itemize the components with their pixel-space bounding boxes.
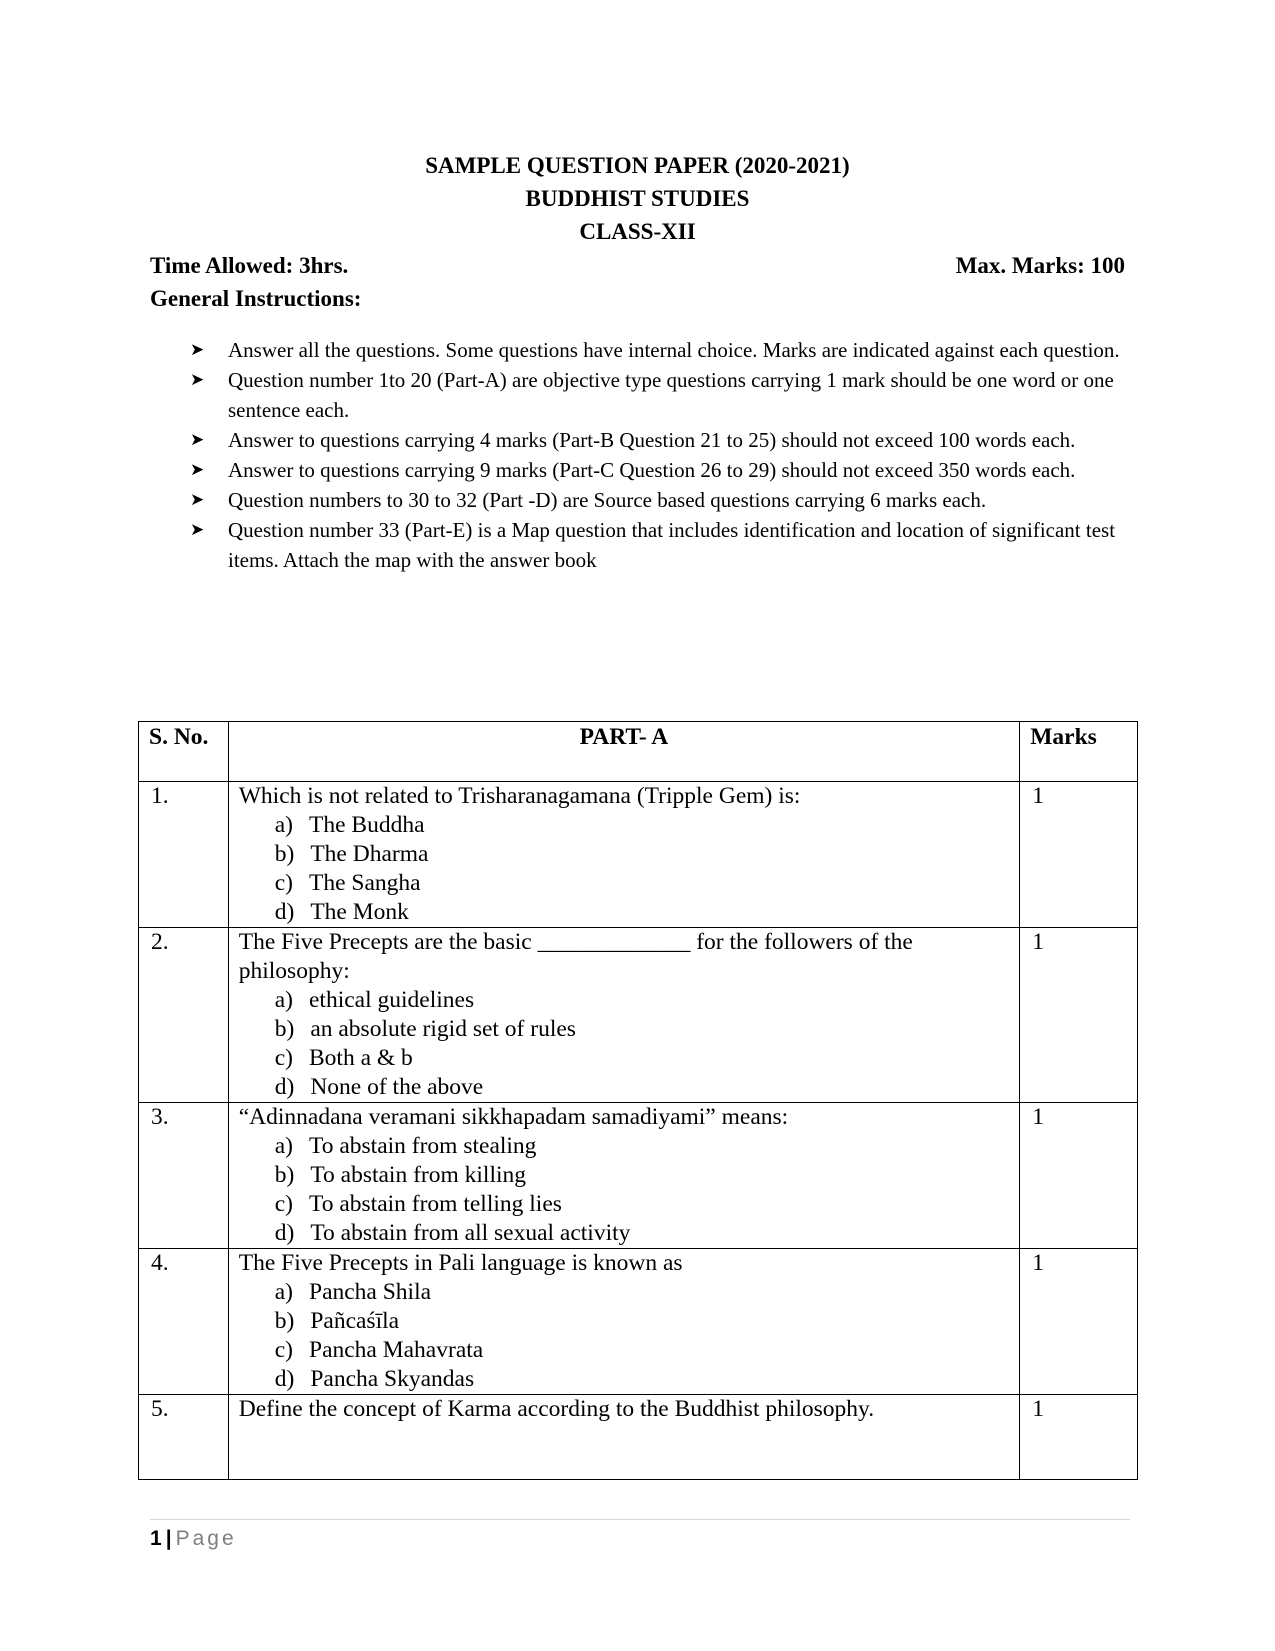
paper-subject: BUDDHIST STUDIES (525, 186, 750, 211)
question-text: Define the concept of Karma according to the Buddhist philosophy. (238, 1396, 875, 1422)
general-instructions-heading: General Instructions: (150, 286, 362, 311)
question-marks: 1 (1020, 782, 1138, 928)
option-item: b) The Dharma (274, 841, 429, 867)
question-text: The Five Precepts in Pali language is known as (238, 1250, 683, 1276)
question-marks: 1 (1020, 1103, 1138, 1249)
question-number: 3. (139, 1103, 229, 1249)
option-item: d) To abstain from all sexual activity (274, 1220, 631, 1246)
header-sno: S. No. (139, 722, 229, 782)
footer-separator: | (165, 1527, 172, 1550)
paper-class: CLASS-XII (579, 219, 696, 244)
question-text: Which is not related to Trisharanagamana (Tripple Gem) is: (238, 783, 801, 809)
option-item: b) an absolute rigid set of rules (274, 1016, 576, 1042)
question-number: 5. (139, 1395, 229, 1480)
arrow-bullet-icon: ➤ (190, 430, 205, 450)
table-header-row (139, 722, 1138, 782)
arrow-bullet-icon: ➤ (190, 460, 205, 480)
option-item: a) The Buddha (274, 812, 425, 838)
instruction-item: ➤ Answer to questions carrying 9 marks (Part-C Question 26 to 29) should not exceed 350 words each. (190, 455, 1120, 485)
instruction-item: ➤ Answer to questions carrying 4 marks (Part-B Question 21 to 25) should not exceed 100 words each. (190, 425, 1120, 455)
question-cell (228, 782, 1019, 928)
option-item: c) Pancha Mahavrata (274, 1337, 484, 1363)
paper-title: SAMPLE QUESTION PAPER (2020-2021) (425, 153, 850, 178)
table-row (139, 782, 1138, 928)
option-item: d) None of the above (274, 1074, 484, 1100)
arrow-bullet-icon: ➤ (190, 370, 205, 390)
table-row (139, 1103, 1138, 1249)
arrow-bullet-icon: ➤ (190, 490, 205, 510)
question-cell (228, 1103, 1019, 1249)
paper-header (0, 149, 1275, 248)
instruction-item: ➤ Question number 1to 20 (Part-A) are objective type questions carrying 1 mark should be one word or one sentence each. (190, 365, 1120, 425)
option-item: a) To abstain from stealing (274, 1133, 537, 1159)
option-item: c) Both a & b (274, 1045, 413, 1071)
question-marks: 1 (1020, 1395, 1138, 1480)
option-item: d) The Monk (274, 899, 409, 925)
question-cell (228, 1249, 1019, 1395)
instructions-list (190, 335, 1120, 575)
question-text: The Five Precepts are the basic _____________ for the followers of the philosophy: (238, 929, 913, 984)
options-list (239, 986, 1009, 1102)
page-number: 1 (150, 1527, 162, 1550)
option-item: c) The Sangha (274, 870, 421, 896)
table-row (139, 928, 1138, 1103)
instruction-item: ➤ Answer all the questions. Some questions have internal choice. Marks are indicated against each question. (190, 335, 1120, 365)
question-cell (228, 928, 1019, 1103)
option-item: b) Pañcaśīla (274, 1308, 400, 1334)
question-number: 4. (139, 1249, 229, 1395)
question-number: 1. (139, 782, 229, 928)
instruction-item: ➤ Question numbers to 30 to 32 (Part -D) are Source based questions carrying 6 marks each. (190, 485, 1120, 515)
max-marks: Max. Marks: 100 (955, 253, 1125, 278)
question-marks: 1 (1020, 928, 1138, 1103)
footer-divider (150, 1519, 1130, 1520)
option-item: a) Pancha Shila (274, 1279, 432, 1305)
time-allowed: Time Allowed: 3hrs. (150, 253, 349, 278)
header-part: PART- A (228, 722, 1019, 782)
question-number: 2. (139, 928, 229, 1103)
page-footer (150, 1524, 237, 1554)
option-item: a) ethical guidelines (274, 987, 475, 1013)
option-item: d) Pancha Skyandas (274, 1366, 475, 1392)
questions-table (138, 721, 1138, 1480)
options-list (239, 1132, 1009, 1248)
table-row (139, 1395, 1138, 1480)
option-item: c) To abstain from telling lies (274, 1191, 562, 1217)
options-list (239, 1278, 1009, 1394)
option-item: b) To abstain from killing (274, 1162, 527, 1188)
options-list (239, 811, 1009, 927)
table-row (139, 1249, 1138, 1395)
question-marks: 1 (1020, 1249, 1138, 1395)
question-text: “Adinnadana veramani sikkhapadam samadiyami” means: (238, 1104, 789, 1130)
page-label: Page (175, 1527, 237, 1550)
instruction-item: ➤ Question number 33 (Part-E) is a Map question that includes identification and location of significant test items. Attach the map with the answer book (190, 515, 1120, 575)
header-marks: Marks (1020, 722, 1138, 782)
arrow-bullet-icon: ➤ (190, 520, 205, 540)
question-cell (228, 1395, 1019, 1480)
arrow-bullet-icon: ➤ (190, 340, 205, 360)
